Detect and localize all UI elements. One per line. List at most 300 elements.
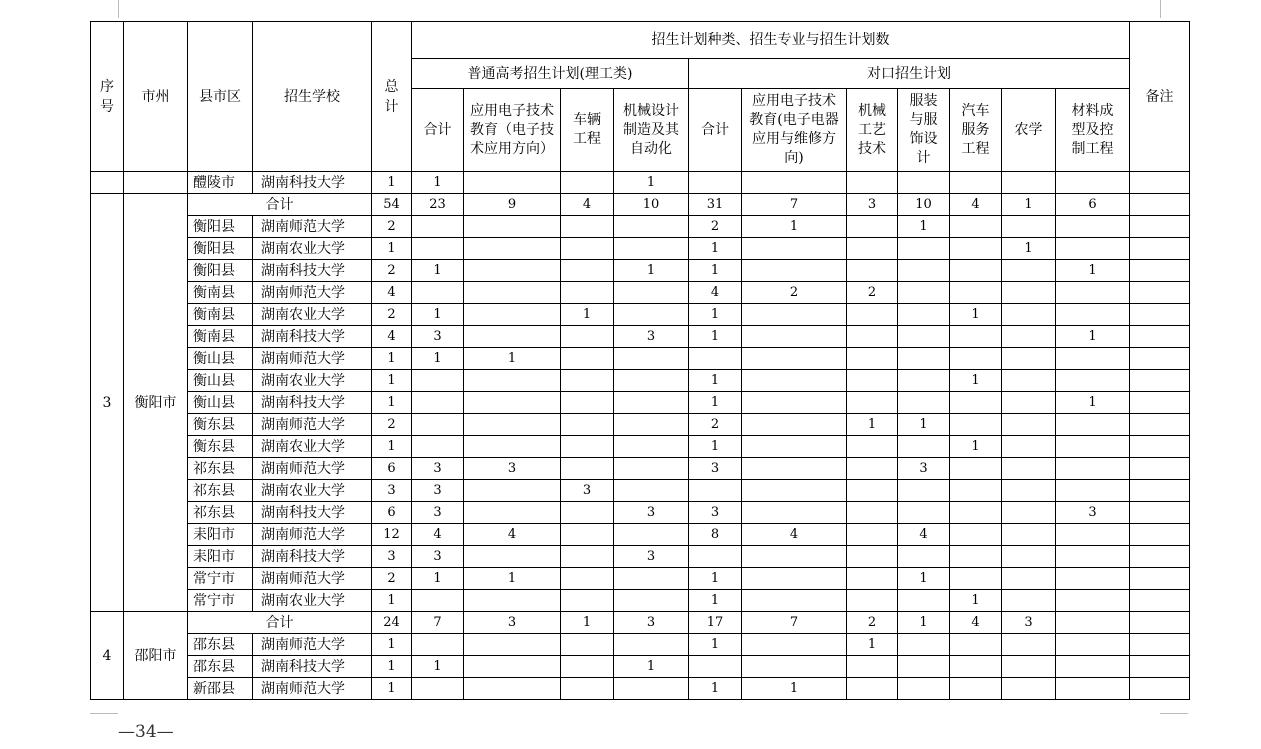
value-cell: 1: [1056, 326, 1130, 348]
table-row: [91, 590, 1190, 612]
remark-cell: [1130, 260, 1190, 282]
value-cell: 8: [689, 524, 742, 546]
value-cell: 1: [412, 304, 464, 326]
value-cell: [614, 348, 689, 370]
table-row: [91, 502, 1190, 524]
value-cell: 2: [372, 216, 412, 238]
value-cell: [950, 282, 1002, 304]
value-cell: 10: [614, 194, 689, 216]
value-cell: 1: [1056, 392, 1130, 414]
value-cell: [614, 634, 689, 656]
value-cell: 1: [950, 590, 1002, 612]
value-cell: [898, 502, 950, 524]
value-cell: 3: [614, 612, 689, 634]
value-cell: [1002, 348, 1056, 370]
value-cell: 1: [614, 656, 689, 678]
value-cell: 7: [742, 612, 847, 634]
value-cell: 6: [372, 458, 412, 480]
value-cell: [847, 524, 898, 546]
school-cell: 湖南科技大学: [253, 326, 372, 348]
value-cell: 3: [614, 502, 689, 524]
county-cell: 衡南县: [188, 326, 253, 348]
value-cell: 2: [372, 568, 412, 590]
value-cell: [1056, 436, 1130, 458]
value-cell: [464, 216, 561, 238]
value-cell: 2: [372, 414, 412, 436]
header-duikou-col: 农学: [1002, 89, 1056, 172]
remark-cell: [1130, 546, 1190, 568]
county-cell: 祁东县: [188, 458, 253, 480]
value-cell: 1: [372, 172, 412, 194]
value-cell: [847, 238, 898, 260]
value-cell: [898, 370, 950, 392]
remark-cell: [1130, 304, 1190, 326]
value-cell: 3: [412, 546, 464, 568]
value-cell: [1056, 480, 1130, 502]
value-cell: [561, 216, 614, 238]
header-remark: 备注: [1130, 22, 1190, 172]
county-cell: 衡东县: [188, 436, 253, 458]
value-cell: [689, 656, 742, 678]
county-cell: 邵东县: [188, 656, 253, 678]
value-cell: [412, 370, 464, 392]
value-cell: [950, 458, 1002, 480]
value-cell: 4: [372, 326, 412, 348]
value-cell: [561, 370, 614, 392]
value-cell: [412, 590, 464, 612]
value-cell: [742, 634, 847, 656]
school-cell: 湖南科技大学: [253, 656, 372, 678]
value-cell: [1002, 326, 1056, 348]
header-school: 招生学校: [253, 22, 372, 172]
value-cell: [1002, 392, 1056, 414]
value-cell: [412, 216, 464, 238]
value-cell: 10: [898, 194, 950, 216]
value-cell: [464, 304, 561, 326]
value-cell: 3: [847, 194, 898, 216]
value-cell: [898, 436, 950, 458]
value-cell: [742, 414, 847, 436]
page-number: —34—: [118, 722, 174, 742]
value-cell: 1: [372, 238, 412, 260]
value-cell: [898, 392, 950, 414]
value-cell: [1002, 172, 1056, 194]
value-cell: 6: [372, 502, 412, 524]
value-cell: 1: [689, 370, 742, 392]
value-cell: 1: [950, 370, 1002, 392]
remark-cell: [1130, 656, 1190, 678]
value-cell: [689, 172, 742, 194]
value-cell: [742, 348, 847, 370]
value-cell: [614, 414, 689, 436]
value-cell: [847, 392, 898, 414]
value-cell: 1: [372, 656, 412, 678]
value-cell: [1056, 546, 1130, 568]
remark-cell: [1130, 524, 1190, 546]
value-cell: 1: [1002, 238, 1056, 260]
table-row: [91, 524, 1190, 546]
value-cell: [464, 678, 561, 700]
value-cell: 2: [372, 260, 412, 282]
value-cell: [561, 524, 614, 546]
table-row: [91, 282, 1190, 304]
school-cell: 湖南师范大学: [253, 678, 372, 700]
value-cell: [742, 458, 847, 480]
value-cell: [847, 326, 898, 348]
value-cell: 3: [372, 546, 412, 568]
value-cell: 1: [847, 414, 898, 436]
enrollment-plan-table: [90, 21, 1190, 700]
remark-cell: [1130, 458, 1190, 480]
value-cell: [1056, 458, 1130, 480]
school-cell: 湖南师范大学: [253, 634, 372, 656]
value-cell: 3: [614, 546, 689, 568]
value-cell: [561, 326, 614, 348]
table-row: [91, 414, 1190, 436]
county-cell: 祁东县: [188, 502, 253, 524]
value-cell: [950, 502, 1002, 524]
remark-cell: [1130, 568, 1190, 590]
remark-cell: [1130, 612, 1190, 634]
value-cell: 1: [950, 304, 1002, 326]
value-cell: [1056, 634, 1130, 656]
value-cell: [950, 326, 1002, 348]
value-cell: [847, 590, 898, 612]
value-cell: [561, 502, 614, 524]
value-cell: [950, 392, 1002, 414]
value-cell: [614, 480, 689, 502]
header-duikou-col: 汽车服务工程: [950, 89, 1002, 172]
value-cell: [1056, 414, 1130, 436]
value-cell: [847, 348, 898, 370]
value-cell: 1: [742, 216, 847, 238]
value-cell: [898, 480, 950, 502]
value-cell: [742, 370, 847, 392]
header-duikou-col: 服装与服饰设计: [898, 89, 950, 172]
value-cell: 2: [689, 414, 742, 436]
value-cell: [412, 436, 464, 458]
table-row: [91, 326, 1190, 348]
value-cell: 1: [950, 436, 1002, 458]
value-cell: 1: [689, 436, 742, 458]
value-cell: [742, 392, 847, 414]
remark-cell: [1130, 678, 1190, 700]
value-cell: [412, 414, 464, 436]
value-cell: 1: [372, 370, 412, 392]
value-cell: 1: [561, 612, 614, 634]
value-cell: 1: [464, 568, 561, 590]
remark-cell: [1130, 348, 1190, 370]
value-cell: 4: [561, 194, 614, 216]
value-cell: 4: [372, 282, 412, 304]
value-cell: 4: [742, 524, 847, 546]
value-cell: [898, 634, 950, 656]
value-cell: [898, 260, 950, 282]
value-cell: 1: [847, 634, 898, 656]
value-cell: [614, 678, 689, 700]
table-row: [91, 260, 1190, 282]
value-cell: 3: [412, 502, 464, 524]
value-cell: [1002, 480, 1056, 502]
crop-mark-top-right: [1160, 0, 1161, 18]
value-cell: [464, 634, 561, 656]
value-cell: [950, 568, 1002, 590]
county-cell: 衡阳县: [188, 238, 253, 260]
remark-cell: [1130, 172, 1190, 194]
value-cell: 4: [464, 524, 561, 546]
value-cell: 1: [898, 568, 950, 590]
value-cell: [614, 590, 689, 612]
value-cell: [898, 326, 950, 348]
county-cell: 醴陵市: [188, 172, 253, 194]
value-cell: 3: [412, 480, 464, 502]
value-cell: [898, 304, 950, 326]
value-cell: [412, 238, 464, 260]
value-cell: [464, 590, 561, 612]
value-cell: [614, 238, 689, 260]
value-cell: [464, 282, 561, 304]
header-normal-col: 车辆工程: [561, 89, 614, 172]
county-cell: 新邵县: [188, 678, 253, 700]
value-cell: [898, 172, 950, 194]
value-cell: [464, 326, 561, 348]
value-cell: 3: [1056, 502, 1130, 524]
value-cell: [1002, 370, 1056, 392]
value-cell: [1002, 282, 1056, 304]
value-cell: [561, 590, 614, 612]
value-cell: 24: [372, 612, 412, 634]
remark-cell: [1130, 392, 1190, 414]
table-row: [91, 634, 1190, 656]
value-cell: [464, 238, 561, 260]
value-cell: [689, 546, 742, 568]
value-cell: [950, 656, 1002, 678]
header-normal-col: 应用电子技术教育（电子技术应用方向）: [464, 89, 561, 172]
value-cell: [1002, 678, 1056, 700]
value-cell: 3: [561, 480, 614, 502]
value-cell: 3: [689, 502, 742, 524]
remark-cell: [1130, 326, 1190, 348]
value-cell: [950, 678, 1002, 700]
value-cell: [614, 304, 689, 326]
value-cell: [742, 172, 847, 194]
county-cell: 衡南县: [188, 282, 253, 304]
value-cell: [950, 414, 1002, 436]
header-seq: 序号: [91, 22, 124, 172]
value-cell: [950, 634, 1002, 656]
table-row: [91, 348, 1190, 370]
school-cell: 湖南农业大学: [253, 304, 372, 326]
value-cell: [1002, 568, 1056, 590]
school-cell: 湖南科技大学: [253, 392, 372, 414]
value-cell: 1: [412, 260, 464, 282]
value-cell: [742, 304, 847, 326]
value-cell: 1: [689, 634, 742, 656]
value-cell: [742, 502, 847, 524]
value-cell: [464, 436, 561, 458]
table-row: [91, 392, 1190, 414]
value-cell: [742, 436, 847, 458]
school-cell: 湖南科技大学: [253, 502, 372, 524]
value-cell: [561, 172, 614, 194]
value-cell: 1: [689, 260, 742, 282]
value-cell: [1056, 524, 1130, 546]
remark-cell: [1130, 436, 1190, 458]
value-cell: 1: [742, 678, 847, 700]
header-total: 总计: [372, 22, 412, 172]
value-cell: [1056, 590, 1130, 612]
crop-mark-bottom-right: [1160, 713, 1188, 714]
value-cell: [847, 304, 898, 326]
school-cell: 湖南师范大学: [253, 348, 372, 370]
school-cell: 湖南科技大学: [253, 260, 372, 282]
county-cell: 衡东县: [188, 414, 253, 436]
value-cell: [1056, 568, 1130, 590]
county-cell: 衡山县: [188, 370, 253, 392]
value-cell: [1056, 678, 1130, 700]
school-cell: 湖南师范大学: [253, 282, 372, 304]
value-cell: 1: [898, 216, 950, 238]
city-cell: 邵阳市: [124, 612, 188, 700]
value-cell: [847, 216, 898, 238]
header-duikou-col: 应用电子技术教育(电子电器应用与维修方向): [742, 89, 847, 172]
value-cell: [950, 546, 1002, 568]
value-cell: [1056, 656, 1130, 678]
value-cell: [561, 436, 614, 458]
value-cell: [412, 392, 464, 414]
value-cell: [742, 546, 847, 568]
value-cell: [464, 172, 561, 194]
value-cell: [898, 656, 950, 678]
city-cell: 衡阳市: [124, 194, 188, 612]
crop-mark-top-left: [118, 0, 119, 18]
value-cell: [561, 392, 614, 414]
value-cell: 3: [1002, 612, 1056, 634]
value-cell: [898, 590, 950, 612]
value-cell: 3: [464, 458, 561, 480]
value-cell: [847, 502, 898, 524]
remark-cell: [1130, 480, 1190, 502]
value-cell: [1002, 546, 1056, 568]
value-cell: 2: [689, 216, 742, 238]
value-cell: [742, 568, 847, 590]
value-cell: [898, 678, 950, 700]
value-cell: 1: [412, 568, 464, 590]
value-cell: [561, 282, 614, 304]
school-cell: 湖南科技大学: [253, 172, 372, 194]
value-cell: [742, 480, 847, 502]
seq-cell: 3: [91, 194, 124, 612]
value-cell: 54: [372, 194, 412, 216]
header-normal-col: 合计: [412, 89, 464, 172]
county-cell: 衡山县: [188, 348, 253, 370]
value-cell: [1002, 304, 1056, 326]
value-cell: [464, 480, 561, 502]
school-cell: 湖南农业大学: [253, 436, 372, 458]
county-cell: 常宁市: [188, 590, 253, 612]
value-cell: 3: [412, 458, 464, 480]
value-cell: [561, 260, 614, 282]
value-cell: [1056, 216, 1130, 238]
value-cell: 2: [847, 282, 898, 304]
value-cell: [614, 392, 689, 414]
value-cell: [561, 348, 614, 370]
value-cell: 3: [898, 458, 950, 480]
value-cell: [464, 392, 561, 414]
school-cell: 湖南师范大学: [253, 458, 372, 480]
value-cell: 1: [689, 304, 742, 326]
value-cell: [561, 678, 614, 700]
value-cell: [1002, 502, 1056, 524]
value-cell: 7: [742, 194, 847, 216]
remark-cell: [1130, 282, 1190, 304]
remark-cell: [1130, 634, 1190, 656]
school-cell: 湖南师范大学: [253, 568, 372, 590]
value-cell: [950, 480, 1002, 502]
value-cell: 1: [412, 656, 464, 678]
table-row: [91, 238, 1190, 260]
value-cell: 1: [898, 612, 950, 634]
value-cell: [1002, 634, 1056, 656]
value-cell: [614, 216, 689, 238]
school-cell: 湖南师范大学: [253, 216, 372, 238]
value-cell: 1: [561, 304, 614, 326]
crop-mark-bottom-left: [90, 713, 118, 714]
table-row: [91, 172, 1190, 194]
value-cell: [464, 502, 561, 524]
school-cell: 湖南师范大学: [253, 524, 372, 546]
value-cell: 1: [372, 436, 412, 458]
value-cell: 6: [1056, 194, 1130, 216]
value-cell: 1: [372, 590, 412, 612]
value-cell: 3: [464, 612, 561, 634]
value-cell: [742, 238, 847, 260]
table-body: [91, 22, 1190, 700]
school-cell: 湖南农业大学: [253, 590, 372, 612]
value-cell: 2: [742, 282, 847, 304]
value-cell: [1056, 612, 1130, 634]
value-cell: [1056, 370, 1130, 392]
remark-cell: [1130, 502, 1190, 524]
value-cell: [742, 326, 847, 348]
value-cell: 1: [689, 590, 742, 612]
value-cell: [1002, 458, 1056, 480]
remark-cell: [1130, 238, 1190, 260]
school-cell: 湖南农业大学: [253, 480, 372, 502]
value-cell: [847, 656, 898, 678]
value-cell: 3: [372, 480, 412, 502]
value-cell: [950, 348, 1002, 370]
value-cell: 1: [412, 348, 464, 370]
value-cell: 9: [464, 194, 561, 216]
value-cell: [847, 172, 898, 194]
value-cell: [614, 282, 689, 304]
value-cell: 31: [689, 194, 742, 216]
table-row: [91, 678, 1190, 700]
value-cell: [689, 480, 742, 502]
subtotal-label: 合计: [188, 612, 372, 634]
value-cell: [1002, 656, 1056, 678]
value-cell: 1: [1002, 194, 1056, 216]
value-cell: [847, 546, 898, 568]
county-cell: 衡阳县: [188, 216, 253, 238]
table-row: [91, 458, 1190, 480]
value-cell: 2: [372, 304, 412, 326]
value-cell: 1: [412, 172, 464, 194]
value-cell: 1: [689, 238, 742, 260]
value-cell: [561, 238, 614, 260]
value-cell: [898, 282, 950, 304]
